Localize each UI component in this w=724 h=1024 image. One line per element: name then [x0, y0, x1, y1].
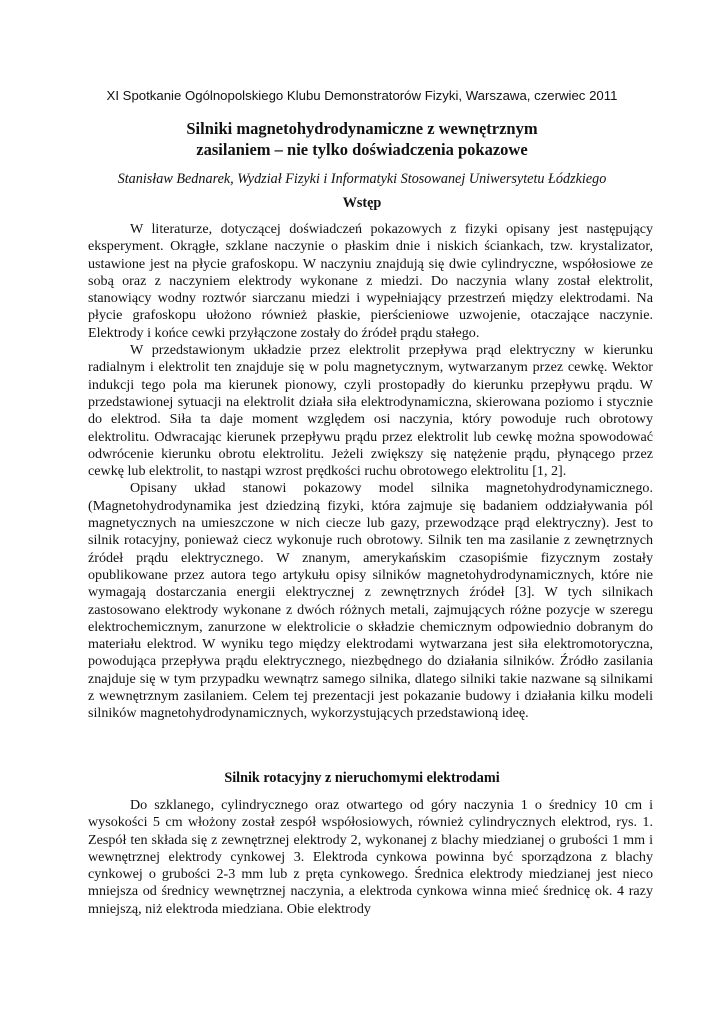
section-body-intro — [88, 221, 653, 723]
paper-title — [60, 118, 664, 160]
author-affiliation: Stanisław Bednarek, Wydział Fizyki i Informatyki Stosowanej Uniwersytetu Łódzkiego — [117, 171, 607, 187]
paragraph: W przedstawionym układzie przez elektrolit przepływa prąd elektryczny w kierunku radialnym i elektrolit ten znajduje się w polu magnetycznym, wytwarzanym przez cewkę. Wektor indukcji tego pola ma kierunek pionowy, czyli prostopadły do kierunku przepływu prądu. W przedstawionej sytuacji na elektrolit działa siła elektrodynamiczna, skierowana poziomo i stycznie do elektrod. Siła ta daje moment względem osi naczynia, który powoduje ruch obrotowy elektrolitu. Odwracając kierunek przepływu prądu przez elektrolit lub cewkę można spowodować odwrócenie kierunku obrotu elektrolitu. Jeżeli zwiększy się natężenie prądu, płynącego przez cewkę lub elektrolit, to nastąpi wzrost prędkości ruchu obrotowego elektrolitu [1, 2]. — [88, 342, 653, 480]
paragraph: W literaturze, dotyczącej doświadczeń pokazowych z fizyki opisany jest następujący eksperyment. Okrągłe, szklane naczynie o płaskim dnie i niskich ściankach, tzw. krystalizator, ustawione jest na płycie grafoskopu. W naczyniu znajdują się dwie cylindryczne, współosiowe ze sobą oraz z naczyniem elektrody wykonane z miedzi. Do naczynia wlany został elektrolit, stanowiący wodny roztwór siarczanu miedzi i wypełniający przestrzeń między elektrodami. Na płycie grafoskopu ułożono również płaskie, pierścieniowe uzwojenie, otaczające naczynie. Elektrody i końce cewki przyłączone zostały do źródeł prądu stałego. — [88, 221, 653, 341]
title-line-2: zasilaniem – nie tylko doświadczenia pokazowe — [196, 140, 528, 159]
paragraph: Do szklanego, cylindrycznego oraz otwartego od góry naczynia 1 o średnicy 10 cm i wysokości 5 cm włożony został zespół współosiowych, również cylindrycznych elektrod, rys. 1. Zespół ten składa się z zewnętrznej elektrody 2, wykonanej z blachy miedzianej o grubości 1 mm i wewnętrznej elektrody cynkowej 3. Elektroda cynkowa powinna być sporządzona z blachy cynkowej o grubości 2-3 mm lub z pręta cynkowego. Średnica elektrody miedzianej jest nieco mniejsza od średnicy wewnętrznej naczynia, a elektroda cynkowa winna mieć średnicę ok. 4 razy mniejszą, niż elektroda miedziana. Obie elektrody — [88, 797, 653, 917]
paragraph: Opisany układ stanowi pokazowy model silnika magnetohydrodynamicznego. (Magnetohydrodynamika jest dziedziną fizyki, która zajmuje się badaniem oddziaływania pól magnetycznych na umieszczone w nich ciecze lub gazy, przewodzące prąd elektryczny). Jest to silnik rotacyjny, ponieważ ciecz wykonuje ruch obrotowy. Silnik ten ma zasilanie z zewnętrznych źródeł prądu elektrycznego. W znanym, amerykańskim czasopiśmie fizycznym zostały opublikowane przez autora tego artykułu opisy silników magnetohydrodynamicznych, które nie wymagają dostarczania energii elektrycznej z zewnętrznych źródeł [3]. W tych silnikach zastosowano elektrody wykonane z dwóch różnych metali, zajmujących różne pozycje w szeregu elektrochemicznym, zanurzone w elektrolicie o składzie chemicznym odpowiednio dobranym do materiału elektrod. W wyniku tego między elektrodami wytwarzana jest siła elektromotoryczna, powodująca przepływa prądu elektrycznego, niezbędnego do działania silników. Źródło zasilania znajduje się w tym przypadku wewnątrz samego silnika, dlatego silniki takie nazwane są silnikami z wewnętrznym zasilaniem. Celem tej prezentacji jest pokazanie budowy i działania kilku modeli silników magnetohydrodynamicznych, wykorzystujących przedstawioną ideę. — [88, 480, 653, 722]
title-line-1: Silniki magnetohydrodynamiczne z wewnętrznym — [186, 119, 538, 138]
section-heading-rotary-motor: Silnik rotacyjny z nieruchomymi elektrodami — [224, 770, 500, 786]
section-heading-intro: Wstęp — [342, 195, 382, 211]
conference-header: XI Spotkanie Ogólnopolskiego Klubu Demonstratorów Fizyki, Warszawa, czerwiec 2011 — [106, 88, 618, 103]
section-body-rotary-motor — [88, 797, 653, 918]
